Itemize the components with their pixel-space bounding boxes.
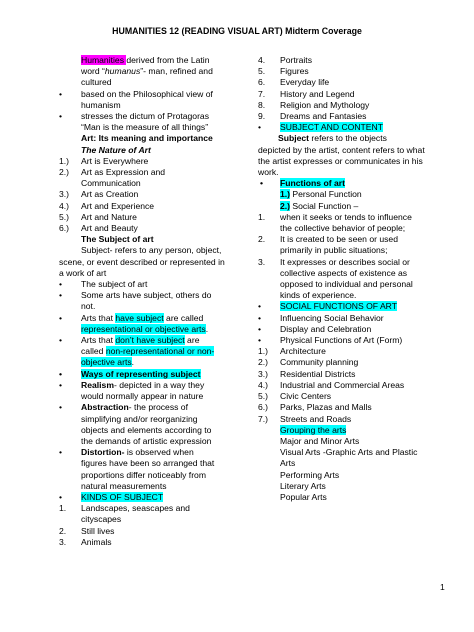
list-number: 3.	[59, 536, 67, 547]
list-item	[258, 290, 428, 301]
list-item	[258, 391, 428, 402]
humanities-definition	[59, 55, 244, 66]
list-number: 8.	[258, 99, 266, 110]
list-item	[59, 212, 244, 223]
list-item	[258, 346, 428, 357]
bullet-icon: •	[260, 178, 264, 189]
list-text: Portraits	[280, 55, 312, 65]
function-personal	[258, 189, 428, 200]
right-column	[258, 55, 428, 503]
list-item	[59, 335, 244, 346]
para-text: the artist expresses or communicates in his	[258, 155, 423, 166]
bullet-icon: •	[59, 402, 63, 413]
list-item	[258, 324, 428, 335]
list-item	[59, 223, 244, 234]
list-text: Some arts have subject, others do	[81, 290, 212, 301]
list-text: Communication	[81, 178, 141, 189]
list-number: 4.)	[59, 200, 70, 211]
list-text: Dreams and Fantasies	[280, 111, 367, 122]
list-number: 4.	[258, 55, 266, 65]
term: Subject	[278, 133, 310, 144]
list-text: opposed to individual and personal	[280, 279, 413, 290]
para-line: a work of art	[59, 267, 107, 278]
list-item: Performing Arts	[280, 469, 340, 480]
list-item	[258, 55, 428, 66]
bullet-icon: •	[59, 312, 63, 323]
subject-heading: The Subject of art	[81, 234, 154, 245]
list-text: Art and Nature	[81, 211, 137, 222]
art-heading: Art: Its meaning and importance	[81, 133, 213, 144]
list-text: Display and Celebration	[280, 323, 372, 334]
list-item	[59, 514, 244, 525]
list-item	[258, 100, 428, 111]
list-item	[59, 201, 244, 212]
list-item	[258, 268, 428, 279]
grouping-heading	[258, 425, 428, 436]
term: Distortion-	[81, 447, 125, 458]
list-item	[59, 526, 244, 537]
list-text: Art is Everywhere	[81, 155, 149, 166]
list-number: 1.	[59, 503, 67, 514]
list-text: Arts that	[81, 312, 116, 323]
list-item: Major and Minor Arts	[280, 435, 360, 446]
list-text: Influencing Social Behavior	[280, 312, 384, 323]
list-text: History and Legend	[280, 88, 355, 99]
list-item	[258, 335, 428, 346]
bullet-icon: •	[59, 368, 63, 379]
list-item	[258, 245, 428, 256]
highlight-text: 1.)	[280, 189, 291, 200]
kinds-list-continued	[258, 55, 428, 122]
bullet-icon: •	[258, 323, 262, 334]
list-text: Art as Expression and	[81, 167, 166, 178]
bullet-icon: •	[59, 447, 63, 458]
bullet-icon: •	[59, 379, 63, 390]
list-item	[59, 189, 244, 200]
list-item	[258, 357, 428, 368]
list-text: Personal Function	[290, 189, 362, 200]
list-number: 6.)	[59, 223, 70, 234]
list-item	[59, 380, 244, 391]
list-text: primarily in public situations;	[280, 245, 388, 256]
list-item	[59, 447, 244, 458]
humanities-term: Humanities	[81, 55, 127, 65]
list-number: 1.	[258, 211, 266, 222]
list-text: are called	[163, 312, 204, 323]
list-text: Architecture	[280, 346, 326, 357]
list-text: collective aspects of existence as	[280, 267, 408, 278]
list-number: 5.	[258, 66, 266, 77]
list-item	[59, 503, 244, 514]
nature-heading: The Nature of Art	[81, 144, 151, 155]
list-item	[258, 257, 428, 268]
highlight-text: SUBJECT AND CONTENT	[280, 122, 383, 133]
term: Realism	[81, 379, 114, 390]
list-number: 7.)	[258, 413, 269, 424]
para-line: Subject- refers to any person, object,	[81, 245, 222, 256]
left-column	[59, 55, 244, 548]
list-text: “Man is the measure of all things”	[81, 122, 209, 133]
bullet-icon: •	[59, 290, 63, 301]
list-number: 1.)	[59, 155, 70, 166]
list-text: Arts that	[81, 335, 116, 346]
list-text	[59, 324, 244, 335]
list-text: It expresses or describes social or	[280, 256, 410, 267]
highlight-text: representational or objective arts	[81, 323, 206, 334]
list-text: Art and Experience	[81, 200, 155, 211]
list-text: humanism	[81, 99, 121, 110]
list-item	[258, 89, 428, 100]
list-number: 3.)	[258, 368, 269, 379]
list-text: when it seeks or tends to influence	[280, 211, 412, 222]
list-number: 4.)	[258, 379, 269, 390]
bullet-icon: •	[258, 312, 262, 323]
list-number: 1.)	[258, 346, 269, 357]
list-number: 3.	[258, 256, 266, 267]
list-item: Arts	[280, 458, 296, 469]
list-text: the collective behavior of people;	[280, 223, 406, 234]
list-item: Visual Arts -Graphic Arts and Plastic	[280, 447, 418, 458]
highlight-text: non-representational or non-	[105, 346, 215, 357]
page-title: HUMANITIES 12 (READING VISUAL ART) Midterm Coverage	[112, 26, 362, 36]
list-text: objects and elements according to	[81, 424, 212, 435]
list-item	[258, 234, 428, 245]
highlight-text: objective arts	[81, 357, 132, 368]
list-item	[59, 402, 244, 413]
humanus-word: humanus	[104, 66, 141, 77]
def-text: ”- man, refined and	[140, 66, 213, 77]
highlight-text: 2.)	[280, 200, 291, 211]
list-item	[59, 290, 244, 301]
subject-content-para	[258, 133, 428, 144]
bullet-icon: •	[258, 335, 262, 346]
highlight-text: Ways of representing subject	[81, 368, 201, 379]
list-text	[59, 346, 244, 357]
list-number: 9.	[258, 111, 266, 122]
def-text: word “	[81, 66, 105, 77]
page-number: 1	[440, 582, 445, 592]
physical-list	[258, 346, 428, 424]
list-item	[59, 178, 244, 189]
list-item	[258, 369, 428, 380]
nature-list	[59, 156, 244, 234]
list-text: .	[205, 323, 209, 334]
list-item	[258, 313, 428, 324]
subject-paragraph	[59, 245, 244, 279]
bullet-icon: •	[258, 122, 262, 133]
list-text: .	[131, 357, 135, 368]
list-number: 2.	[59, 525, 67, 536]
bullet-icon: •	[59, 279, 63, 290]
list-text: are	[184, 335, 200, 346]
humanities-def-line-2	[59, 66, 244, 77]
list-text: figures have been so arranged that	[81, 458, 215, 469]
list-text: would normally appear in nature	[81, 391, 204, 402]
humanities-def-line-1: derived from the Latin	[126, 55, 210, 65]
list-text: - the process of	[128, 402, 188, 413]
list-item	[258, 380, 428, 391]
list-number: 2.	[258, 234, 266, 245]
list-item	[258, 223, 428, 234]
list-text: proportions differ noticeably from	[81, 469, 206, 480]
function-list	[258, 212, 428, 302]
list-number: 7.	[258, 88, 266, 99]
list-text: Civic Centers	[280, 391, 332, 402]
highlight-text: Grouping the arts	[280, 424, 347, 435]
list-text: Still lives	[81, 525, 115, 536]
list-text: called	[81, 346, 106, 357]
list-text: Residential Districts	[280, 368, 356, 379]
list-text: Streets and Roads	[280, 413, 352, 424]
humanities-def-line-3: cultured	[81, 77, 112, 88]
list-item	[59, 156, 244, 167]
list-item: Popular Arts	[280, 491, 327, 502]
list-text: is observed when	[124, 447, 194, 458]
list-text: Community planning	[280, 357, 359, 368]
highlight-text: have subject	[115, 312, 164, 323]
list-number: 3.)	[59, 189, 70, 200]
list-text: Figures	[280, 66, 309, 77]
list-item	[258, 402, 428, 413]
highlight-text: don’t have subject	[115, 335, 185, 346]
functions-heading	[258, 178, 428, 189]
list-item	[258, 414, 428, 425]
list-item	[59, 167, 244, 178]
list-text: Industrial and Commercial Areas	[280, 379, 405, 390]
list-number: 2.)	[258, 357, 269, 368]
list-text: Art as Creation	[81, 189, 139, 200]
list-item	[59, 279, 244, 290]
list-item	[258, 77, 428, 88]
list-text: Parks, Plazas and Malls	[280, 402, 372, 413]
list-text: kinds of experience.	[280, 290, 357, 301]
kinds-heading	[59, 492, 244, 503]
para-text: refers to the objects	[309, 133, 387, 144]
list-item	[59, 313, 244, 324]
list-text: stresses the dictum of Protagoras	[81, 111, 210, 122]
ways-heading	[59, 369, 244, 380]
list-text: the demands of artistic expression	[81, 435, 212, 446]
list-text: - depicted in a way they	[113, 379, 205, 390]
list-text: not.	[81, 301, 96, 312]
grouping-list	[258, 436, 428, 503]
highlight-text: KINDS OF SUBJECT	[81, 491, 164, 502]
highlight-text: SOCIAL FUNCTIONS OF ART	[280, 301, 397, 312]
function-social	[258, 201, 428, 212]
kinds-list	[59, 503, 244, 548]
bullet-icon: •	[258, 301, 262, 312]
list-text: Religion and Mythology	[280, 99, 370, 110]
list-item	[258, 66, 428, 77]
list-text: Animals	[81, 536, 112, 547]
list-text: Social Function –	[290, 200, 359, 211]
list-item: Literary Arts	[280, 480, 326, 491]
list-text: Landscapes, seascapes and	[81, 503, 190, 514]
para-text: depicted by the artist, content refers to what	[258, 144, 425, 155]
highlight-text: Functions of art	[280, 178, 345, 189]
social-heading	[258, 301, 428, 312]
list-number: 2.)	[59, 167, 70, 178]
list-text	[59, 357, 244, 368]
list-text: based on the Philosophical view of	[81, 88, 213, 99]
subject-content-heading	[258, 122, 428, 133]
list-item	[258, 212, 428, 223]
list-item	[258, 279, 428, 290]
list-item	[59, 111, 244, 122]
list-text: cityscapes	[81, 514, 122, 525]
list-text: Everyday life	[280, 77, 330, 88]
bullet-icon: •	[59, 491, 63, 502]
list-text: Art and Beauty	[81, 223, 138, 234]
list-item	[59, 89, 244, 100]
para-text: work.	[258, 167, 279, 178]
list-number: 6.	[258, 77, 266, 88]
list-text: The subject of art	[81, 279, 148, 290]
list-text: Physical Functions of Art (Form)	[280, 335, 403, 346]
bullet-icon: •	[59, 88, 63, 99]
list-number: 5.)	[258, 391, 269, 402]
list-number: 6.)	[258, 402, 269, 413]
list-text: It is created to be seen or used	[280, 234, 398, 245]
list-item	[59, 537, 244, 548]
list-item	[258, 111, 428, 122]
para-line: scene, or event described or represented in	[59, 256, 225, 267]
list-text: natural measurements	[81, 480, 167, 491]
bullet-icon: •	[59, 335, 63, 346]
list-number: 5.)	[59, 211, 70, 222]
bullet-icon: •	[59, 111, 63, 122]
term: Abstraction	[81, 402, 129, 413]
list-text: simplifying and/or reorganizing	[81, 413, 198, 424]
